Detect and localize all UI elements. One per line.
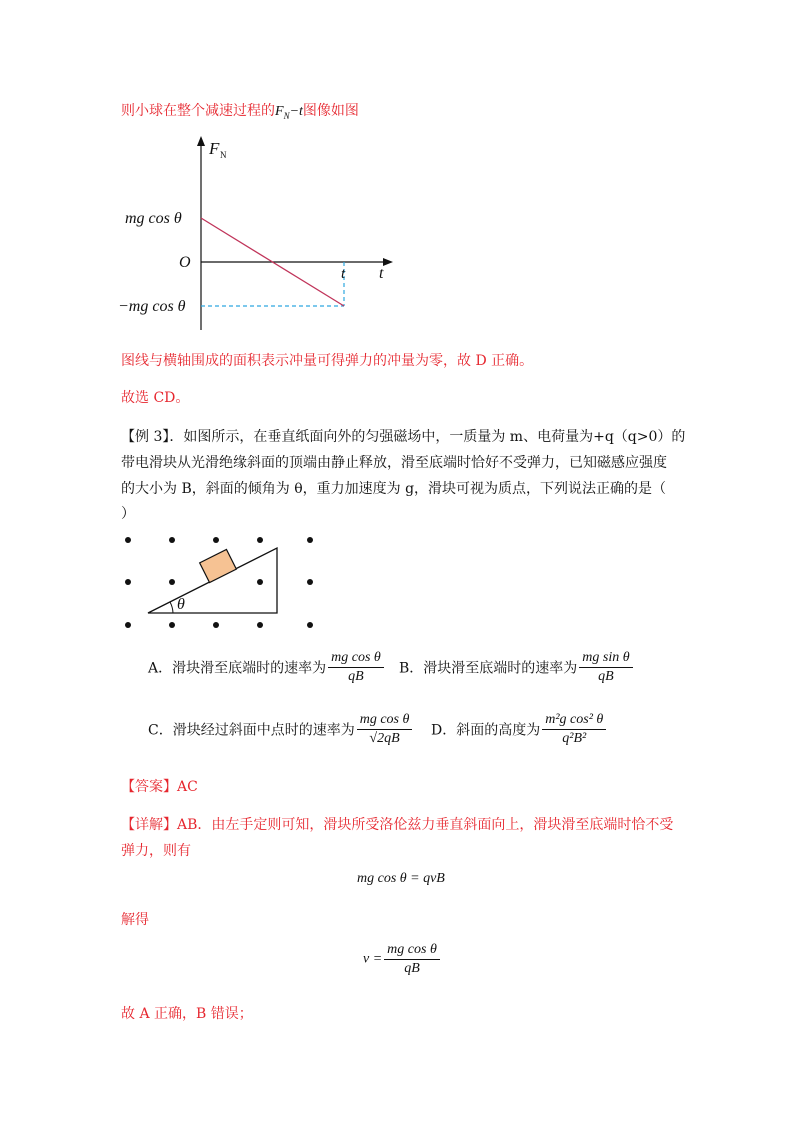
choice-line: 故选 CD。 bbox=[121, 390, 190, 406]
equation-1: mg cos θ = qvB bbox=[357, 871, 445, 886]
option-a-num: mg cos θ bbox=[328, 650, 384, 668]
answer-value: AC bbox=[177, 779, 198, 795]
field-dot bbox=[307, 537, 313, 543]
conclusion-line: 图线与横轴围成的面积表示冲量可得弹力的冲量为零，故 D 正确。 bbox=[121, 353, 534, 369]
angle-label: θ bbox=[177, 596, 185, 613]
answer-line bbox=[121, 776, 198, 796]
magnetic-field-dots bbox=[125, 537, 313, 628]
option-d-text: D．斜面的高度为 bbox=[431, 722, 541, 739]
equation-2-den: qB bbox=[404, 961, 420, 976]
option-a bbox=[148, 650, 386, 685]
field-dot bbox=[125, 537, 131, 543]
y-bottom-label: −mg cos θ bbox=[118, 298, 186, 315]
option-a-den: qB bbox=[348, 669, 364, 684]
field-dot bbox=[213, 622, 219, 628]
example-line-2: 带电滑块从光滑绝缘斜面的顶端由静止释放，滑至底端时恰好不受弹力，已知磁感应强度 bbox=[121, 455, 667, 471]
angle-arc bbox=[170, 602, 173, 613]
field-dot bbox=[307, 579, 313, 585]
intro-formula-rest: −t bbox=[289, 104, 303, 119]
origin-label: O bbox=[179, 254, 191, 271]
y-axis-sub: N bbox=[220, 150, 227, 160]
intro-formula bbox=[275, 104, 303, 119]
example-line-4: ） bbox=[121, 506, 135, 522]
field-dot bbox=[257, 537, 263, 543]
solve-label: 解得 bbox=[121, 912, 149, 928]
field-dot bbox=[213, 537, 219, 543]
y-top-label: mg cos θ bbox=[125, 210, 182, 227]
detail-line-1 bbox=[121, 814, 673, 834]
field-dot bbox=[257, 622, 263, 628]
option-d-num: m²g cos² θ bbox=[542, 712, 606, 730]
detail-tag: 【详解】 bbox=[121, 817, 177, 833]
answer-tag: 【答案】 bbox=[121, 779, 177, 795]
equation-2-num: mg cos θ bbox=[384, 942, 440, 960]
field-dot bbox=[125, 579, 131, 585]
y-axis-label: F bbox=[209, 139, 220, 158]
slider-block bbox=[200, 549, 237, 582]
y-axis-arrow bbox=[197, 136, 205, 146]
equation-2 bbox=[363, 942, 442, 977]
detail-line-2: 弹力，则有 bbox=[121, 843, 191, 859]
intro-prefix: 则小球在整个减速过程的 bbox=[121, 103, 275, 119]
option-d-fraction bbox=[542, 712, 606, 747]
option-b-fraction bbox=[579, 650, 632, 685]
intro-line bbox=[121, 100, 359, 121]
field-dot bbox=[307, 622, 313, 628]
fn-t-graph bbox=[115, 130, 415, 340]
intro-formula-sub: N bbox=[283, 110, 290, 121]
t-mark-label: t bbox=[341, 266, 346, 282]
x-axis-label: t bbox=[379, 265, 384, 282]
option-a-fraction bbox=[328, 650, 384, 685]
final-line: 故 A 正确，B 错误； bbox=[121, 1006, 253, 1022]
detail-line1-text: AB．由左手定则可知，滑块所受洛伦兹力垂直斜面向上，滑块滑至底端时恰不受 bbox=[177, 817, 674, 833]
intro-suffix: 图像如图 bbox=[302, 103, 359, 119]
option-c-text: C．滑块经过斜面中点时的速率为 bbox=[148, 722, 355, 739]
option-d-den: q²B² bbox=[562, 731, 587, 746]
option-c-fraction bbox=[357, 712, 413, 747]
option-b bbox=[399, 650, 635, 685]
equation-2-fraction bbox=[384, 942, 440, 977]
example-tag: 【例 3】 bbox=[121, 429, 170, 445]
option-d bbox=[431, 712, 608, 747]
field-dot bbox=[125, 622, 131, 628]
option-c-den: √2qB bbox=[369, 731, 400, 746]
field-dot bbox=[257, 579, 263, 585]
option-c bbox=[148, 712, 414, 747]
field-dot bbox=[169, 537, 175, 543]
incline-figure bbox=[115, 528, 325, 634]
x-axis-arrow bbox=[383, 258, 393, 266]
example-line-1 bbox=[121, 426, 685, 446]
option-b-den: qB bbox=[598, 669, 614, 684]
option-b-num: mg sin θ bbox=[579, 650, 632, 668]
field-dot bbox=[169, 579, 175, 585]
field-dot bbox=[169, 622, 175, 628]
equation-2-lhs: v = bbox=[363, 951, 383, 967]
option-a-text: A．滑块滑至底端时的速率为 bbox=[148, 660, 327, 677]
example-line1-text: ．如图所示，在垂直纸面向外的匀强磁场中，一质量为 m、电荷量为+q（q>0）的 bbox=[169, 429, 686, 445]
intro-formula-f: F bbox=[275, 104, 284, 119]
option-b-text: B．滑块滑至底端时的速率为 bbox=[399, 660, 578, 677]
example-line-3: 的大小为 B，斜面的倾角为 θ，重力加速度为 g，滑块可视为质点，下列说法正确的是（ bbox=[121, 481, 667, 497]
option-c-num: mg cos θ bbox=[357, 712, 413, 730]
